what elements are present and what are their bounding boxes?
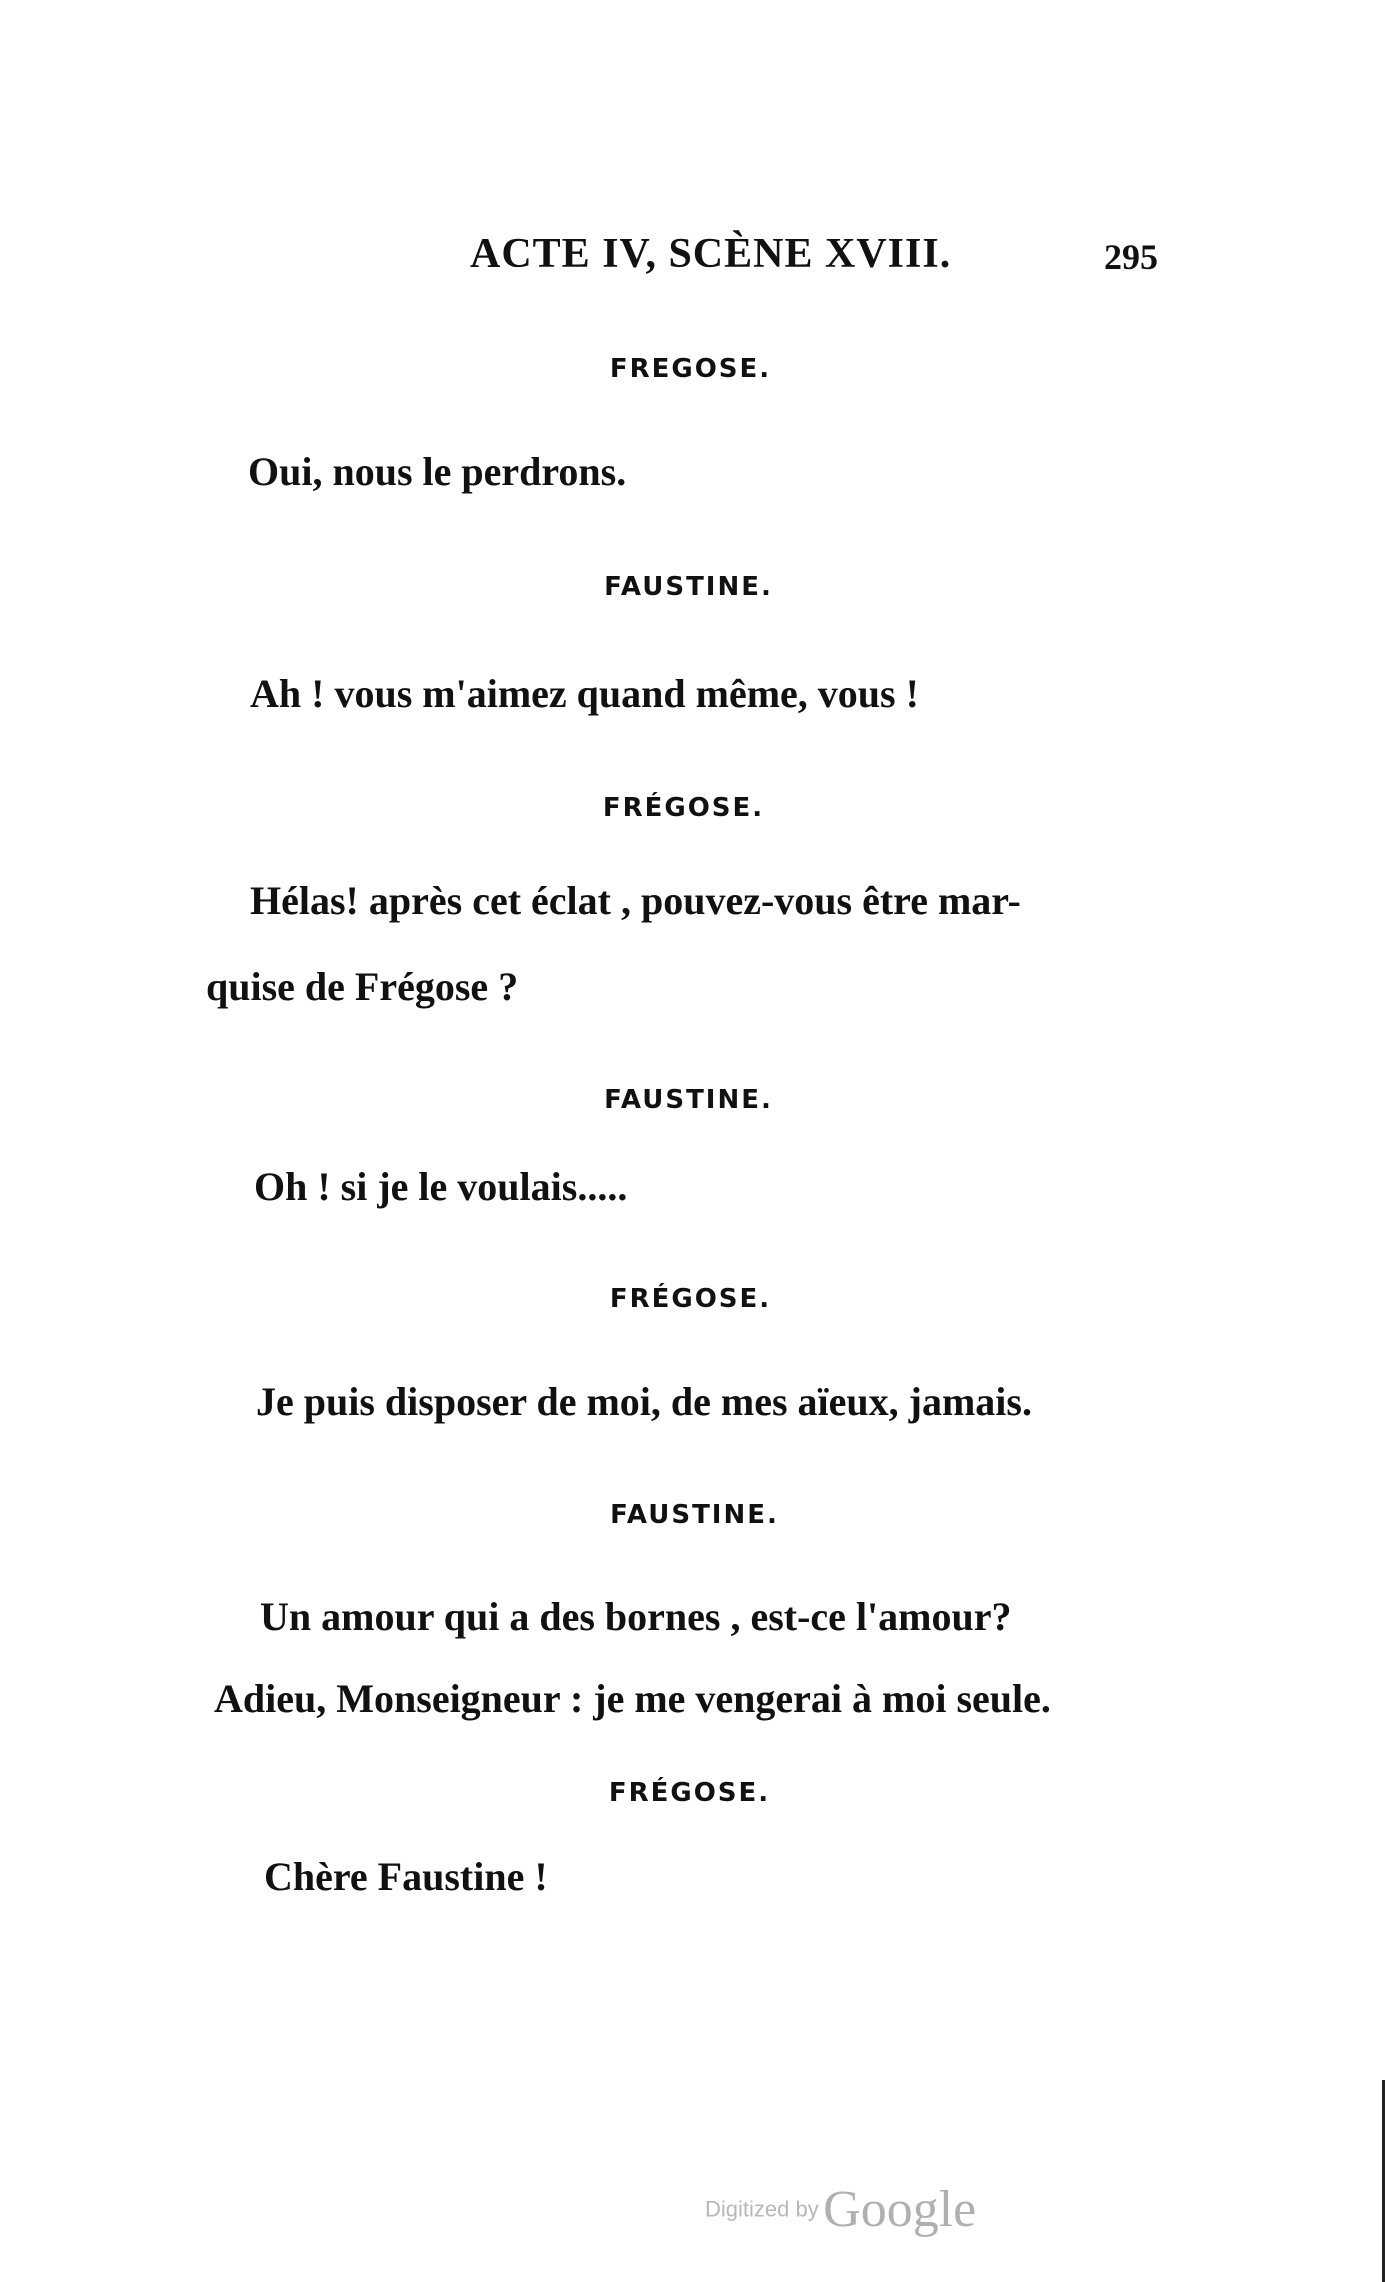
dialogue-line: Hélas! après cet éclat , pouvez-vous être mar- [250, 878, 1021, 923]
watermark-prefix: Digitized by [705, 2196, 819, 2222]
dialogue-line: Ah ! vous m'aimez quand même, vous ! [250, 671, 919, 716]
page-number: 295 [1104, 237, 1158, 277]
speaker-name: FAUSTINE. [610, 1500, 779, 1530]
speaker-name: FRÉGOSE. [602, 793, 765, 823]
digitized-by-google-watermark [705, 2180, 976, 2239]
dialogue-line: Je puis disposer de moi, de mes aïeux, jamais. [256, 1379, 1032, 1424]
google-logo: Google [823, 2181, 977, 2238]
speaker-name: FAUSTINE. [604, 572, 773, 602]
dialogue-line: quise de Frégose ? [206, 964, 519, 1009]
dialogue-line: Un amour qui a des bornes , est-ce l'amour? [260, 1594, 1012, 1639]
speaker-name: FRÉGOSE. [608, 1778, 771, 1808]
speaker-name: FAUSTINE. [604, 1085, 773, 1115]
running-head: ACTE IV, SCÈNE XVIII. [470, 231, 952, 277]
dialogue-line: Oui, nous le perdrons. [248, 449, 627, 494]
dialogue-line: Adieu, Monseigneur : je me vengerai à moi seule. [214, 1676, 1051, 1721]
dialogue-line: Chère Faustine ! [264, 1854, 548, 1899]
dialogue-line: Oh ! si je le voulais..... [254, 1164, 628, 1209]
speaker-name: FREGOSE. [609, 354, 772, 384]
speaker-name: FRÉGOSE. [609, 1284, 772, 1314]
